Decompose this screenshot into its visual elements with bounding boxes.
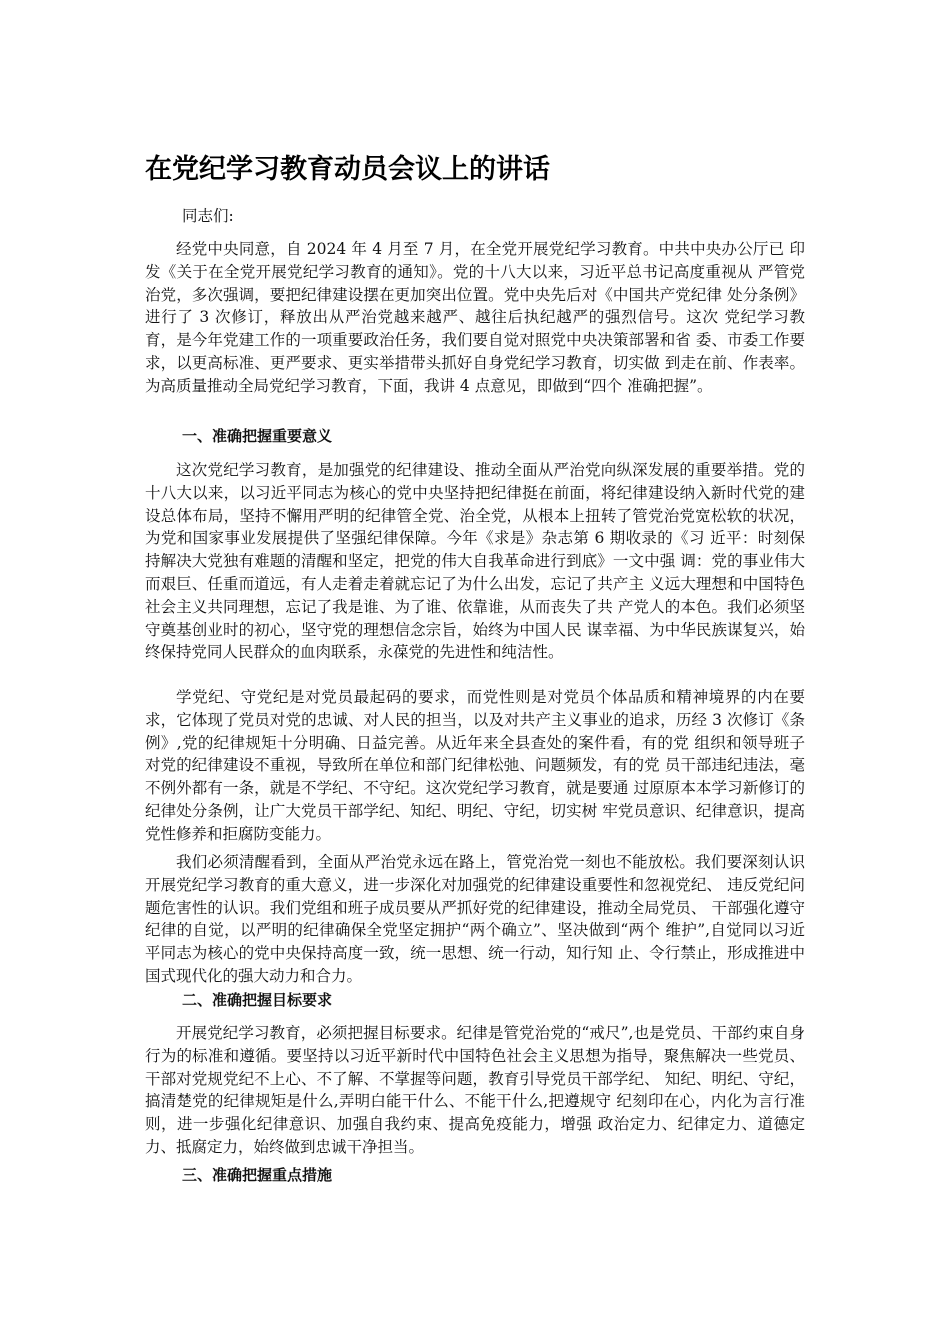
paragraph-significance-3: 我们必须清醒看到，全面从严治党永远在路上，管党治党一刻也不能放松。我们要深刻认识开展党纪学习教育的重大意义，进一步深化对加强党的纪律建设重要性和忽视党纪、 违反党纪问题危害性的认识。我们党组和班子成员要从严抓好党的纪律建设，推动全局党员、 干部强化遵守纪律的自觉，以严明的纪律确保全党坚定拥护“两个确立”、坚决做到“两个 维护”,自觉同以习近平同志为核心的党中央保持高度一致，统一思想、统一行动，知行知 止、令行禁止，形成推进中国式现代化的强大动力和合力。 xyxy=(145,853,805,985)
document-title: 在党纪学习教育动员会议上的讲话 xyxy=(145,154,550,185)
paragraph-significance-2: 学党纪、守党纪是对党员最起码的要求，而党性则是对党员个体品质和精神境界的内在要求，它体现了党员对党的忠诚、对人民的担当，以及对共产主义事业的追求，历经 3 次修订《条例》,党的纪律规矩十分明确、日益完善。从近年来全县查处的案件看，有的党 组织和领导班子对党的纪律建设不重视，导致所在单位和部门纪律松弛、问题频发，有的党 员干部违纪违法，毫不例外都有一条，就是不学纪、不守纪。这次党纪学习教育，就是要通 过原原本本学习新修订的纪律处分条例，让广大党员干部学纪、知纪、明纪、守纪，切实树 牢党员意识、纪律意识，提高党性修养和拒腐防变能力。 xyxy=(145,688,805,843)
paragraph-intro: 经党中央同意，自 2024 年 4 月至 7 月，在全党开展党纪学习教育。中共中央办公厅已 印发《关于在全党开展党纪学习教育的通知》。党的十八大以来，习近平总书记高度重视从 严管党治党，多次强调，要把纪律建设摆在更加突出位置。党中央先后对《中国共产党纪律 处分条例》进行了 3 次修订，释放出从严治党越来越严、越往后执纪越严的强烈信号。这次 党纪学习教育，是今年党建工作的一项重要政治任务，我们要自觉对照党中央决策部署和省 委、市委工作要求，以更高标准、更严要求、更实举措带头抓好自身党纪学习教育，切实做 到走在前、作表率。为高质量推动全局党纪学习教育，下面，我讲 4 点意见，即做到“四个 准确把握”。 xyxy=(145,240,805,395)
salutation: 同志们: xyxy=(182,207,234,225)
section-heading-3: 三、准确把握重点措施 xyxy=(182,1166,333,1184)
paragraph-significance-1: 这次党纪学习教育，是加强党的纪律建设、推动全面从严治党向纵深发展的重要举措。党的十八大以来，以习近平同志为核心的党中央坚持把纪律挺在前面，将纪律建设纳入新时代党的建设总体布局，坚持不懈用严明的纪律管全党、治全党，从根本上扭转了管党治党宽松软的状况，为党和国家事业发展提供了坚强纪律保障。今年《求是》杂志第 6 期收录的《习 近平：时刻保持解决大党独有难题的清醒和坚定，把党的伟大自我革命进行到底》一文中强 调：党的事业伟大而艰巨、任重而道远，有人走着走着就忘记了为什么出发，忘记了共产主 义远大理想和中国特色社会主义共同理想，忘记了我是谁、为了谁、依靠谁，从而丧失了共 产党人的本色。我们必须坚守奠基创业时的初心，坚守党的理想信念宗旨，始终为中国人民 谋幸福、为中华民族谋复兴，始终保持党同人民群众的血肉联系，永葆党的先进性和纯洁性。 xyxy=(145,461,805,662)
section-heading-2: 二、准确把握目标要求 xyxy=(182,991,333,1009)
paragraph-goals: 开展党纪学习教育，必须把握目标要求。纪律是管党治党的“戒尺”,也是党员、干部约束自身行为的标准和遵循。要坚持以习近平新时代中国特色社会主义思想为指导，聚焦解决一些党员、干部对党规党纪不上心、不了解、不掌握等问题，教育引导党员干部学纪、 知纪、明纪、守纪，搞清楚党的纪律规矩是什么,弄明白能干什么、不能干什么,把遵规守 纪刻印在心，内化为言行准则，进一步强化纪律意识、加强自我约束、提高免疫能力，增强 政治定力、纪律定力、道德定力、抵腐定力，始终做到忠诚干净担当。 xyxy=(145,1024,805,1156)
section-heading-1: 一、准确把握重要意义 xyxy=(182,427,333,445)
